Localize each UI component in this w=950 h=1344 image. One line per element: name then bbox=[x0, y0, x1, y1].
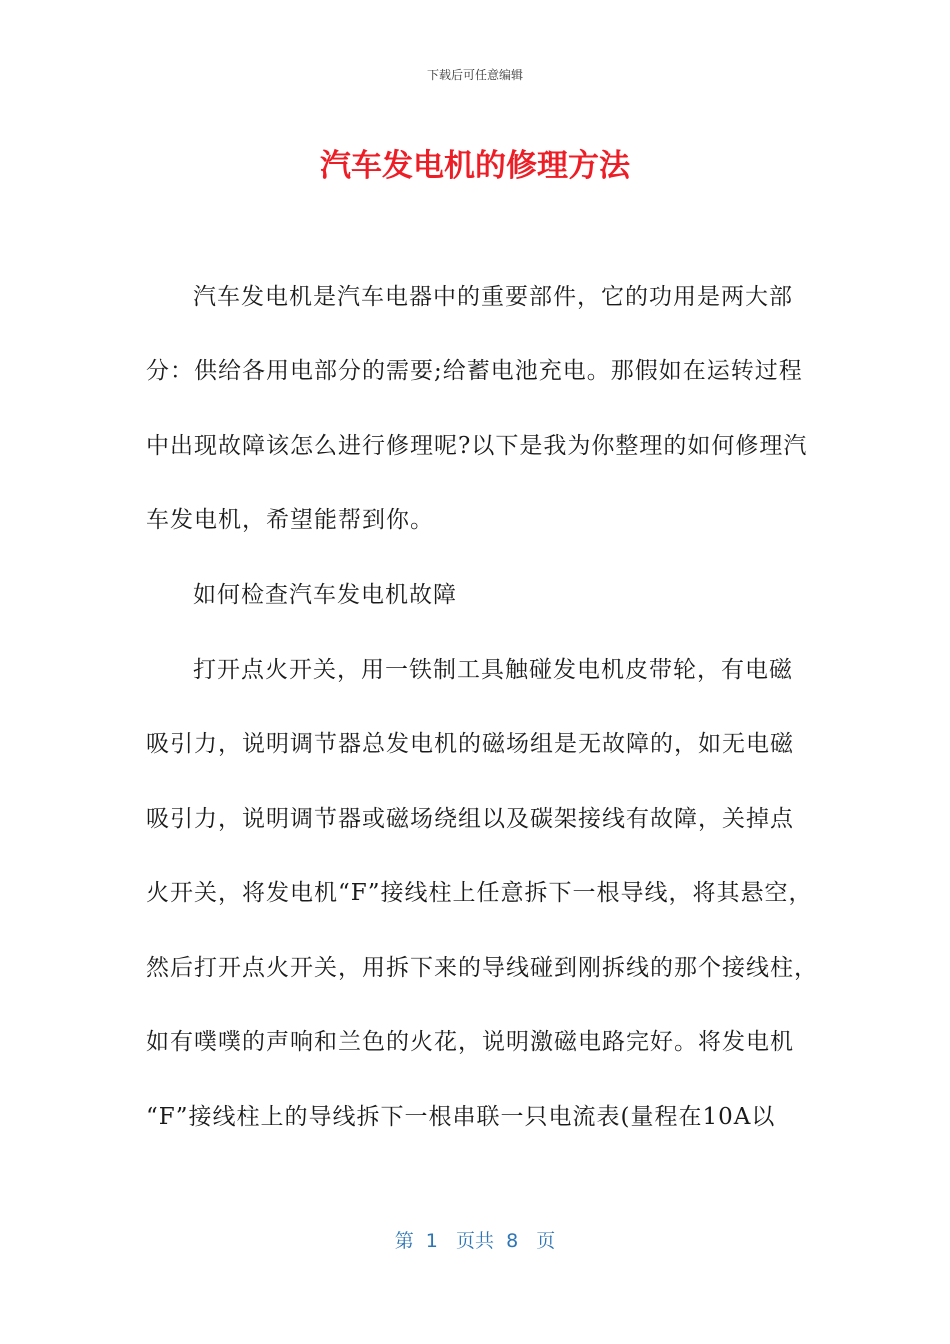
header-note: 下载后可任意编辑 bbox=[426, 68, 523, 82]
body-line: 然后打开点火开关，用拆下来的导线碰到刚拆线的那个接线柱， bbox=[146, 955, 818, 981]
section-heading: 如何检查汽车发电机故障 bbox=[193, 582, 457, 608]
body-line: “F”接线柱上的导线拆下一根串联一只电流表(量程在10A以 bbox=[146, 1104, 776, 1130]
body-line: 吸引力，说明调节器或磁场绕组以及碳架接线有故障，关掉点 bbox=[146, 806, 794, 832]
body-line: 打开点火开关，用一铁制工具触碰发电机皮带轮，有电磁 bbox=[193, 657, 793, 683]
body-line: 吸引力，说明调节器总发电机的磁场组是无故障的，如无电磁 bbox=[146, 731, 794, 757]
document-title: 汽车发电机的修理方法 bbox=[320, 148, 630, 184]
page-number-footer: 第 1 页共 8 页 bbox=[394, 1230, 556, 1252]
body-line: 汽车发电机是汽车电器中的重要部件，它的功用是两大部 bbox=[193, 284, 793, 310]
body-line: 火开关，将发电机“F”接线柱上任意拆下一根导线，将其悬空， bbox=[146, 880, 813, 906]
body-line: 如有噗噗的声响和兰色的火花，说明激磁电路完好。将发电机 bbox=[146, 1029, 794, 1055]
body-line: 车发电机，希望能帮到你。 bbox=[146, 507, 434, 533]
body-line: 分：供给各用电部分的需要;给蓄电池充电。那假如在运转过程 bbox=[146, 358, 803, 384]
body-line: 中出现故障该怎么进行修理呢?以下是我为你整理的如何修理汽 bbox=[146, 433, 808, 459]
